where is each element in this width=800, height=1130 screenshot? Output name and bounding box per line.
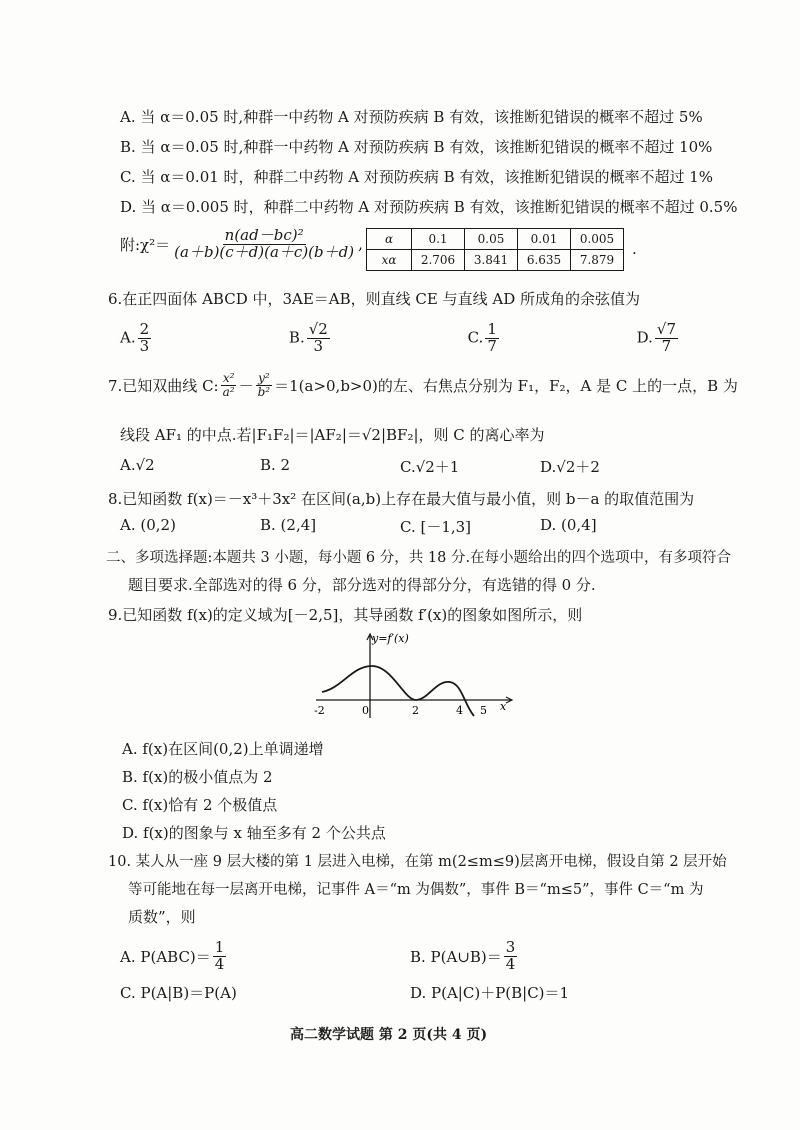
formula-numerator: n(ad－bc)² [224, 226, 304, 244]
q5-option-d: D. 当 α＝0.005 时，种群二中药物 A 对预防疾病 B 有效，该推断犯错误的概率不超过 0.5% [120, 198, 738, 216]
chi-square-formula: 附:χ²＝ $\frac{\text{n(ad－bc)²}}{(a+b)(c+d)(a+c)(b+d)}$ , [120, 226, 363, 261]
q8-option-c: C. [－1,3] [400, 518, 472, 536]
q8-option-d: D. (0,4] [540, 516, 597, 534]
tick-label: -2 [314, 704, 325, 717]
q10-stem-3: 质数”，则 [128, 908, 196, 926]
q10-option-b: B. P(A∪B)＝ $\frac{3}{4}$ [410, 938, 516, 973]
q7-option-b: B. 2 [260, 456, 291, 474]
q8-option-b: B. (2,4] [260, 516, 317, 534]
q8-stem: 8.已知函数 f(x)＝－x³＋3x² 在区间(a,b)上存在最大值与最小值，则 b－a 的取值范围为 [108, 490, 695, 508]
q10-option-d: D. P(A|C)＋P(B|C)＝1 [410, 984, 570, 1002]
q8-options [120, 516, 640, 537]
q6-stem: 6.在正四面体 ABCD 中，3AE＝AB，则直线 CE 与直线 AD 所成角的余弦值为 [108, 290, 641, 308]
q8-option-a: A. (0,2) [120, 516, 176, 534]
q5-option-b: B. 当 α＝0.05 时,种群一中药物 A 对预防疾病 B 有效，该推断犯错误的概率不超过 10% [120, 138, 713, 156]
tick-label: 4 [456, 704, 463, 717]
q6-options [120, 322, 680, 355]
q10-option-c: C. P(A|B)＝P(A) [120, 984, 237, 1002]
q5-option-a: A. 当 α＝0.05 时,种群一中药物 A 对预防疾病 B 有效，该推断犯错误的概率不超过 5% [120, 108, 703, 126]
q7-option-c: C.√2＋1 [400, 458, 460, 476]
q6-option-a: A. $\frac{2}{3}$ [120, 320, 150, 355]
q10-stem-2: 等可能地在每一层离开电梯，记事件 A＝“m 为偶数”，事件 B＝“m≤5”，事件 C＝“m 为 [128, 882, 704, 898]
q9-option-a: A. f(x)在区间(0,2)上单调递增 [122, 740, 324, 758]
formula-denominator: (a＋b)(c＋d)(a＋c)(b＋d) [174, 242, 355, 261]
section-2-heading-2: 题目要求.全部选对的得 6 分，部分选对的得部分分，有选错的得 0 分. [128, 576, 596, 594]
q7-stem: 7.已知双曲线 C: $\frac{\text{x²}}{\text{a²}}$ － $\frac{\text{y²}}{\text{b²}}$ ＝1(a>0,b>0)的左、右焦点分别为 F₁，F₂，A 是 C 上的一点，B 为 [108, 371, 738, 399]
q6-option-d: D. $\frac{√7}{7}$ [636, 320, 676, 355]
section-2-heading: 二、多项选择题:本题共 3 小题，每小题 6 分，共 18 分.在每小题给出的四个选项中，有多项符合 [106, 550, 732, 566]
tick-label: 2 [412, 704, 419, 717]
tick-label: x [500, 700, 507, 713]
q9-stem: 9.已知函数 f(x)的定义域为[－2,5]，其导函数 f′(x)的图象如图所示，则 [108, 606, 583, 624]
q6-option-c: C. $\frac{1}{7}$ [467, 320, 497, 355]
q9-option-c: C. f(x)恰有 2 个极值点 [122, 796, 278, 814]
q7-stem-2: 线段 AF₁ 的中点.若|F₁F₂|＝|AF₂|＝√2|BF₂|，则 C 的离心率为 [120, 426, 545, 444]
graph-label: y=f′(x) [372, 632, 409, 645]
table-row: xα 2.706 3.841 6.635 7.879 [367, 250, 624, 271]
q6-option-b: B. $\frac{√2}{3}$ [288, 320, 328, 355]
q7-option-a: A.√2 [120, 456, 155, 474]
formula-fraction [172, 228, 356, 261]
q5-option-c: C. 当 α＝0.01 时，种群二中药物 A 对预防疾病 B 有效，该推断犯错误的概率不超过 1% [120, 168, 714, 186]
q9-option-b: B. f(x)的极小值点为 2 [122, 768, 273, 786]
derivative-graph [312, 630, 522, 722]
q10-stem-1: 10. 某人从一座 9 层大楼的第 1 层进入电梯，在第 m(2≤m≤9)层离开电梯，假设自第 2 层开始 [108, 854, 727, 870]
q7-option-d: D.√2＋2 [540, 458, 600, 476]
tick-label: 5 [480, 704, 487, 717]
tick-label: 0 [362, 704, 369, 717]
page-footer: 高二数学试题 第 2 页(共 4 页) [290, 1027, 488, 1043]
derivative-curve [322, 666, 474, 716]
q9-option-d: D. f(x)的图象与 x 轴至多有 2 个公共点 [122, 824, 386, 842]
q10-option-a: A. P(ABC)＝ $\frac{1}{4}$ [120, 938, 225, 973]
table-row: α 0.1 0.05 0.01 0.005 [367, 229, 624, 250]
critical-value-table [366, 228, 624, 271]
formula-prefix: 附:χ²＝ [120, 235, 171, 254]
q7-options [120, 456, 640, 477]
